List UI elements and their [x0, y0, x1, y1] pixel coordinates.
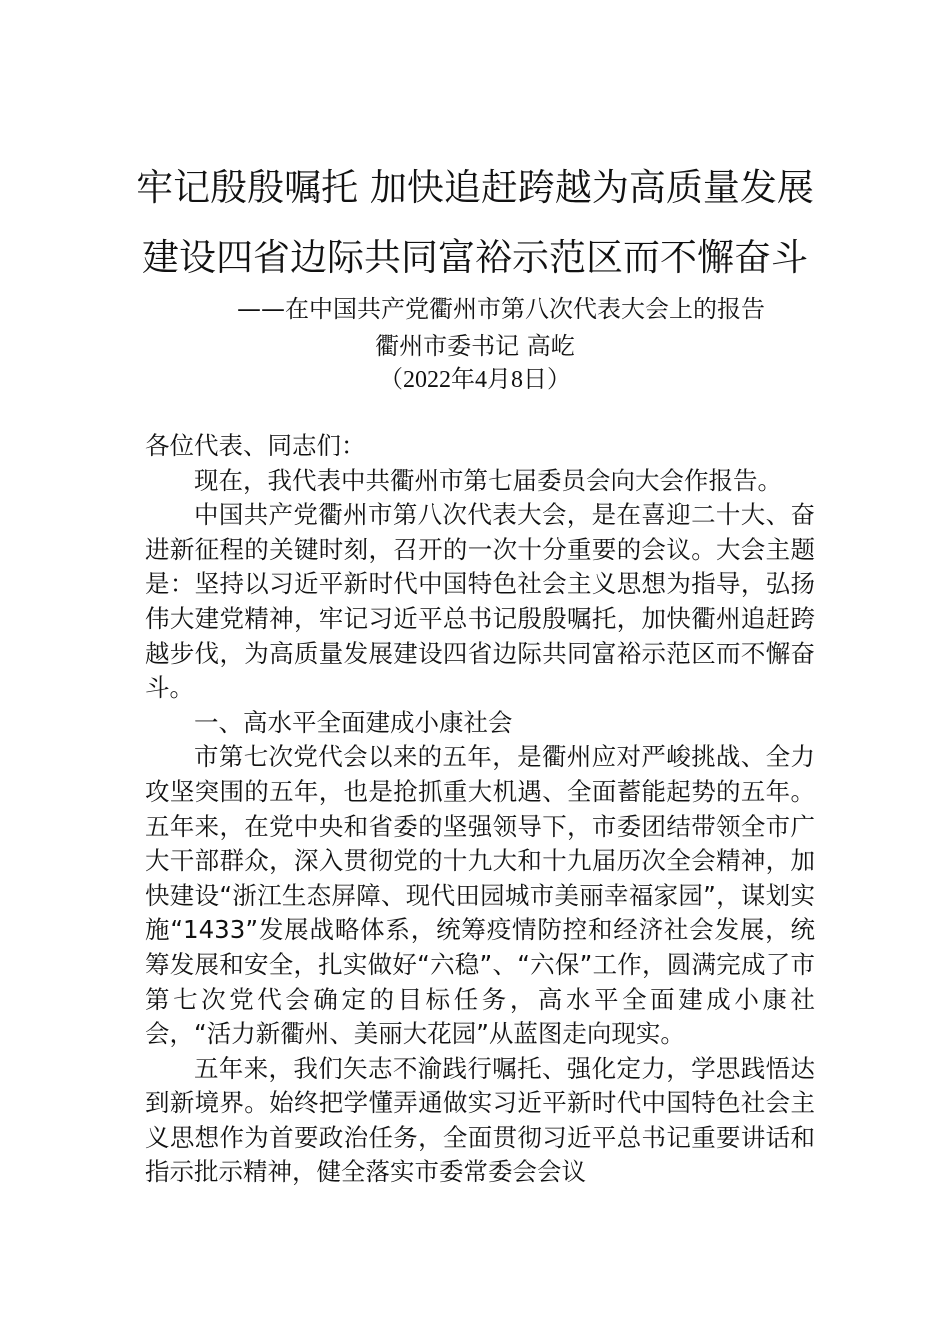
paragraph: 五年来，我们矢志不渝践行嘱托、强化定力，学思践悟达到新境界。始终把学懂弄通做实习近平新时代中国特色社会主义思想作为首要政治任务，全面贯彻习近平总书记重要讲话和指示批示精神，健全落实市委常委会会议 [145, 1053, 815, 1187]
document-body [145, 429, 815, 1190]
salutation: 各位代表、同志们： [145, 431, 366, 460]
document-date: （2022年4月8日） [379, 367, 571, 393]
document-title-line-1: 牢记殷殷嘱托 加快追赶跨越为高质量发展 [136, 166, 814, 209]
section-heading: 一、高水平全面建成小康社会 [194, 707, 513, 737]
paragraph: 现在，我代表中共衢州市第七届委员会向大会作报告。 [194, 465, 782, 495]
document-author: 衢州市委书记 高屹 [375, 332, 575, 360]
document-title-line-2: 建设四省边际共同富裕示范区而不懈奋斗 [142, 236, 808, 279]
document-subtitle: ——在中国共产党衢州市第八次代表大会上的报告 [237, 295, 765, 323]
paragraph: 中国共产党衢州市第八次代表大会，是在喜迎二十大、奋进新征程的关键时刻，召开的一次十分重要的会议。大会主题是：坚持以习近平新时代中国特色社会主义思想为指导，弘扬伟大建党精神，牢记习近平总书记殷殷嘱托，加快衢州追赶跨越步伐，为高质量发展建设四省边际共同富裕示范区而不懈奋斗。 [145, 500, 815, 703]
paragraph: 市第七次党代会以来的五年，是衢州应对严峻挑战、全力攻坚突围的五年，也是抢抓重大机遇、全面蓄能起势的五年。五年来，在党中央和省委的坚强领导下，市委团结带领全市广大干部群众，深入贯彻党的十九大和十九届历次全会精神，加快建设“浙江生态屏障、现代田园城市美丽幸福家园”，谋划实施“1433”发展战略体系，统筹疫情防控和经济社会发展，统筹发展和安全，扎实做好“六稳”、“六保”工作，圆满完成了市第七次党代会确定的目标任务，高水平全面建成小康社会，“活力新衢州、美丽大花园”从蓝图走向现实。 [145, 742, 815, 1049]
